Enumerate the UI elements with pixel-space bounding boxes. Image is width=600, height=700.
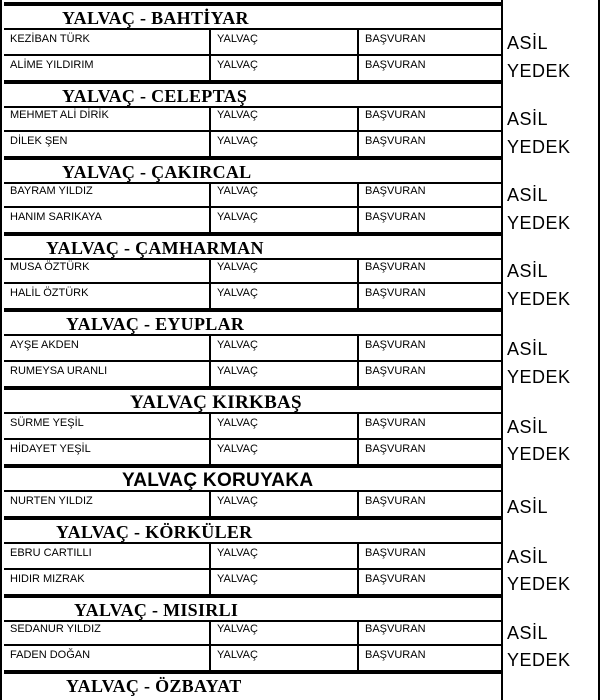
town-cell: YALVAÇ <box>211 570 359 594</box>
applicant-name: KEZİBAN TÜRK <box>4 30 211 54</box>
group-header <box>4 4 501 30</box>
town-cell: YALVAÇ <box>211 492 359 516</box>
table-row <box>4 440 501 466</box>
table-row <box>4 336 501 362</box>
town-cell: YALVAÇ <box>211 544 359 568</box>
applicant-name: HANIM SARIKAYA <box>4 208 211 232</box>
role-label: ASİL <box>507 185 549 205</box>
role-label: ASİL <box>507 547 549 567</box>
applicant-name: BAYRAM YILDIZ <box>4 182 211 206</box>
town-cell: YALVAÇ <box>211 620 359 644</box>
table-row <box>4 106 501 132</box>
applicant-name: EBRU CARTILLI <box>4 544 211 568</box>
status-cell: BAŞVURAN <box>365 287 426 299</box>
town-cell: YALVAÇ <box>211 440 359 464</box>
group-header <box>4 158 501 184</box>
column-divider <box>501 0 503 700</box>
town-cell: YALVAÇ <box>211 132 359 156</box>
applicant-name: RUMEYSA URANLI <box>4 362 211 386</box>
table-row <box>4 182 501 208</box>
applicant-name: HİDAYET YEŞİL <box>4 440 211 464</box>
group-header <box>4 388 501 414</box>
role-label: YEDEK <box>507 444 571 464</box>
group-title: YALVAÇ KORUYAKA <box>122 470 314 491</box>
group-title: YALVAÇ - ÖZBAYAT <box>66 676 242 696</box>
role-label: YEDEK <box>507 367 571 387</box>
town-cell: YALVAÇ <box>211 336 359 360</box>
group-header <box>4 596 501 622</box>
applicant-name: SEDANUR YILDIZ <box>4 620 211 644</box>
group-title: YALVAÇ - MISIRLI <box>74 600 239 620</box>
group-header <box>4 82 501 108</box>
status-cell: BAŞVURAN <box>365 417 426 429</box>
town-cell: YALVAÇ <box>211 258 359 282</box>
status-cell: BAŞVURAN <box>365 365 426 377</box>
status-cell: BAŞVURAN <box>365 211 426 223</box>
table-row <box>4 208 501 234</box>
status-cell: BAŞVURAN <box>365 109 426 121</box>
table-row <box>4 414 501 440</box>
applicant-name: MUSA ÖZTÜRK <box>4 258 211 282</box>
role-label: ASİL <box>507 33 549 53</box>
group-title: YALVAÇ - ÇAMHARMAN <box>46 238 264 258</box>
role-label: ASİL <box>507 623 549 643</box>
role-label: YEDEK <box>507 289 571 309</box>
applicant-name: HIDIR MIZRAK <box>4 570 211 594</box>
role-label: ASİL <box>507 417 549 437</box>
applicant-name: ALİME YILDIRIM <box>4 56 211 80</box>
table-row <box>4 258 501 284</box>
status-cell: BAŞVURAN <box>365 339 426 351</box>
applicant-name: FADEN DOĞAN <box>4 646 211 670</box>
role-label: YEDEK <box>507 213 571 233</box>
status-cell: BAŞVURAN <box>365 261 426 273</box>
group-title: YALVAÇ - BAHTİYAR <box>62 8 249 28</box>
town-cell: YALVAÇ <box>211 56 359 80</box>
town-cell: YALVAÇ <box>211 362 359 386</box>
table-row <box>4 544 501 570</box>
group-header <box>4 466 501 492</box>
table-row <box>4 362 501 388</box>
status-cell: BAŞVURAN <box>365 33 426 45</box>
role-label: YEDEK <box>507 574 571 594</box>
group-title: YALVAÇ - EYUPLAR <box>66 314 245 334</box>
status-cell: BAŞVURAN <box>365 495 426 507</box>
table-row <box>4 570 501 596</box>
table-row <box>4 132 501 158</box>
applicant-name: HALİL ÖZTÜRK <box>4 284 211 308</box>
status-cell: BAŞVURAN <box>365 547 426 559</box>
town-cell: YALVAÇ <box>211 30 359 54</box>
applicant-name: AYŞE AKDEN <box>4 336 211 360</box>
status-cell: BAŞVURAN <box>365 443 426 455</box>
town-cell: YALVAÇ <box>211 208 359 232</box>
table-row <box>4 284 501 310</box>
role-label: YEDEK <box>507 137 571 157</box>
table-row <box>4 646 501 672</box>
table-row <box>4 30 501 56</box>
role-label: ASİL <box>507 261 549 281</box>
table-row <box>4 56 501 82</box>
group-header <box>4 672 501 698</box>
group-header <box>4 518 501 544</box>
role-label: ASİL <box>507 339 549 359</box>
applicant-name: NURTEN YILDIZ <box>4 492 211 516</box>
group-title: YALVAÇ - ÇAKIRCAL <box>62 162 252 182</box>
town-cell: YALVAÇ <box>211 182 359 206</box>
role-label: ASİL <box>507 109 549 129</box>
group-header <box>4 234 501 260</box>
applicant-name: SÜRME YEŞİL <box>4 414 211 438</box>
status-cell: BAŞVURAN <box>365 135 426 147</box>
status-cell: BAŞVURAN <box>365 573 426 585</box>
status-cell: BAŞVURAN <box>365 623 426 635</box>
group-title: YALVAÇ - KÖRKÜLER <box>56 522 253 542</box>
group-header <box>4 310 501 336</box>
town-cell: YALVAÇ <box>211 414 359 438</box>
applicant-name: DİLEK ŞEN <box>4 132 211 156</box>
status-cell: BAŞVURAN <box>365 185 426 197</box>
town-cell: YALVAÇ <box>211 646 359 670</box>
role-label: YEDEK <box>507 650 571 670</box>
town-cell: YALVAÇ <box>211 284 359 308</box>
applicant-name: MEHMET ALİ DİRİK <box>4 106 211 130</box>
table-row <box>4 620 501 646</box>
group-title: YALVAÇ KIRKBAŞ <box>130 392 302 413</box>
role-label: YEDEK <box>507 61 571 81</box>
group-title: YALVAÇ - CELEPTAŞ <box>62 86 248 106</box>
role-label: ASİL <box>507 497 549 517</box>
table-row <box>4 492 501 518</box>
status-cell: BAŞVURAN <box>365 59 426 71</box>
status-cell: BAŞVURAN <box>365 649 426 661</box>
town-cell: YALVAÇ <box>211 106 359 130</box>
